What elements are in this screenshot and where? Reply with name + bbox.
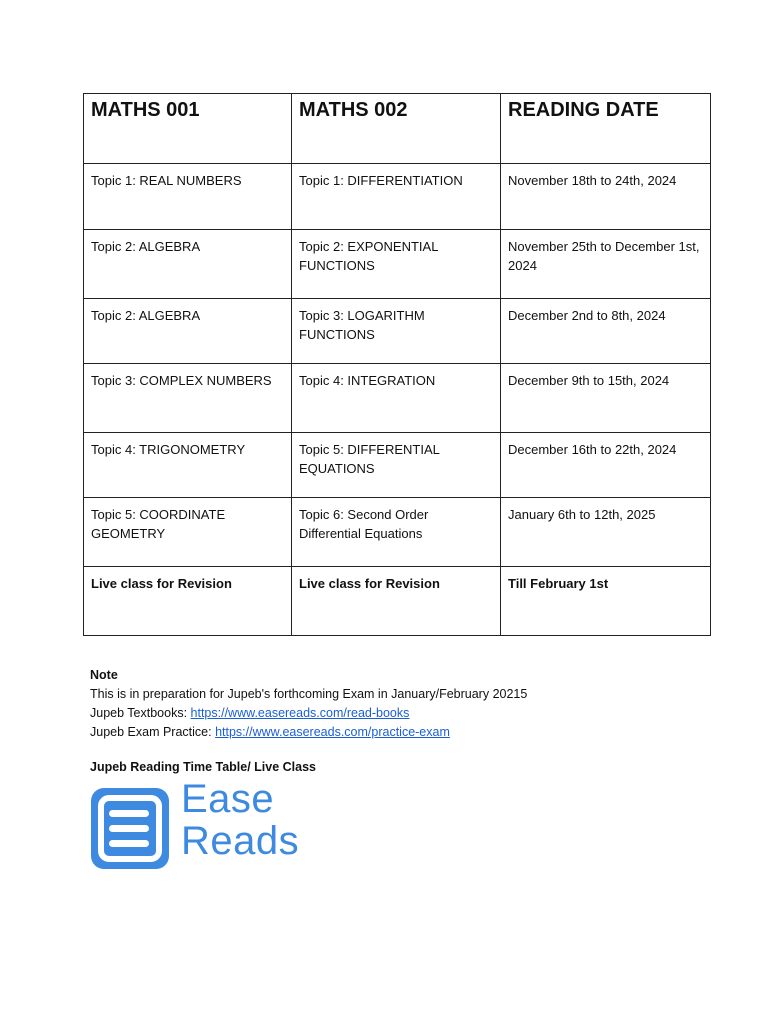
table-row (84, 498, 711, 567)
table-cell: December 9th to 15th, 2024 (501, 364, 711, 433)
book-icon (90, 787, 170, 871)
textbooks-link[interactable]: https://www.easereads.com/read-books (190, 706, 410, 720)
table-cell: Topic 2: EXPONENTIAL FUNCTIONS (292, 230, 501, 299)
table-cell: Topic 2: ALGEBRA (84, 230, 292, 299)
header-maths-001: MATHS 001 (84, 94, 292, 164)
textbooks-line (90, 704, 527, 723)
practice-label: Jupeb Exam Practice: (90, 725, 216, 739)
table-row (84, 364, 711, 433)
table-cell: Topic 3: COMPLEX NUMBERS (84, 364, 292, 433)
table-cell: Topic 1: DIFFERENTIATION (292, 164, 501, 230)
easereads-logo (90, 777, 320, 871)
header-maths-002: MATHS 002 (292, 94, 501, 164)
table-cell: Topic 4: TRIGONOMETRY (84, 433, 292, 498)
note-title: Note (90, 668, 118, 682)
table-cell: December 2nd to 8th, 2024 (501, 299, 711, 364)
table-cell: Live class for Revision (84, 567, 292, 636)
note-text: This is in preparation for Jupeb's forthcoming Exam in January/February 20215 (90, 687, 528, 701)
table-row (84, 299, 711, 364)
table-cell: November 18th to 24th, 2024 (501, 164, 711, 230)
reading-timetable (83, 93, 711, 636)
practice-exam-link[interactable]: https://www.easereads.com/practice-exam (215, 725, 450, 739)
timetable-caption: Jupeb Reading Time Table/ Live Class (90, 760, 316, 774)
note-section (90, 666, 527, 742)
logo-word-ease: Ease (181, 777, 275, 821)
table-cell: Topic 5: COORDINATE GEOMETRY (84, 498, 292, 567)
table-cell: November 25th to December 1st, 2024 (501, 230, 711, 299)
table-row (84, 164, 711, 230)
header-reading-date: READING DATE (501, 94, 711, 164)
table-cell: January 6th to 12th, 2025 (501, 498, 711, 567)
table-cell: Topic 6: Second Order Differential Equations (292, 498, 501, 567)
table-row (84, 433, 711, 498)
table-cell: Topic 2: ALGEBRA (84, 299, 292, 364)
logo-wordmark (181, 778, 299, 862)
textbooks-label: Jupeb Textbooks: (90, 706, 191, 720)
table-cell: Topic 1: REAL NUMBERS (84, 164, 292, 230)
table-header-row (84, 94, 711, 164)
table-row (84, 230, 711, 299)
logo-word-reads: Reads (181, 819, 300, 863)
table-cell: Live class for Revision (292, 567, 501, 636)
table-cell: Topic 3: LOGARITHM FUNCTIONS (292, 299, 501, 364)
table-cell: December 16th to 22th, 2024 (501, 433, 711, 498)
practice-line (90, 723, 527, 742)
table-cell: Till February 1st (501, 567, 711, 636)
table-cell: Topic 4: INTEGRATION (292, 364, 501, 433)
table-row (84, 567, 711, 636)
table-cell: Topic 5: DIFFERENTIAL EQUATIONS (292, 433, 501, 498)
